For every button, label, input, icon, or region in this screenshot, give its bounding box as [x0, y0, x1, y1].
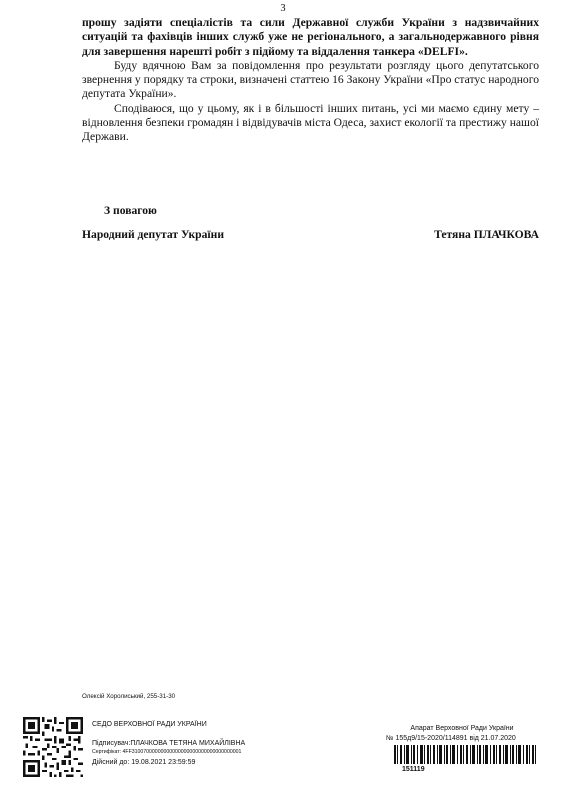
closing-greeting: З повагою: [104, 204, 157, 217]
signer-name: Тетяна ПЛАЧКОВА: [434, 228, 539, 241]
barcode-number: 151119: [402, 766, 425, 773]
paragraph-request: прошу задіяти спеціалістів та сили Державної служби України з надзвичайних ситуацій та фахівців інших служб уже не регіонального, а загальнодержавного рівня для завершення нарешті робіт з підйому та віддалення танкера «DELFI».: [82, 16, 539, 58]
registration-office: Апарат Верховної Ради України: [410, 725, 514, 732]
paragraph-hope: Сподіваюся, що у цьому, як і в більшості інших питань, усі ми маємо єдину мету – відновлення безпеки громадян і відвідувачів міста Одеса, захист екології та престижу нашої Держави.: [82, 101, 539, 144]
letter-body: [82, 16, 539, 145]
electronic-signature-block: [92, 720, 245, 767]
page-number: 3: [280, 3, 286, 14]
barcode: [394, 745, 536, 764]
qr-code: [23, 717, 83, 777]
signer-title: Народний депутат України: [82, 228, 225, 241]
sed-signer: Підписувач:ПЛАЧКОВА ТЕТЯНА МИХАЙЛІВНА: [92, 739, 246, 747]
sed-valid-until: Дійсний до: 19.08.2021 23:59:59: [92, 758, 196, 766]
registration-number: № 155д9/15-2020/114891 від 21.07.2020: [386, 734, 516, 742]
paragraph-gratitude: Буду вдячною Вам за повідомлення про результати розгляду цього депутатського звернення у порядку та строки, визначені статтею 16 Закону України «Про статус народного депутата України».: [82, 58, 539, 101]
sed-system-name: СЕДО ВЕРХОВНОЇ РАДИ УКРАЇНИ: [92, 721, 207, 728]
sed-certificate: Сертифікат: 4FF31007000000000000000000000000000000001: [92, 749, 242, 755]
registration-stamp: [384, 724, 540, 743]
executor-contact: Олексій Хоролиський, 255-31-30: [82, 693, 176, 700]
